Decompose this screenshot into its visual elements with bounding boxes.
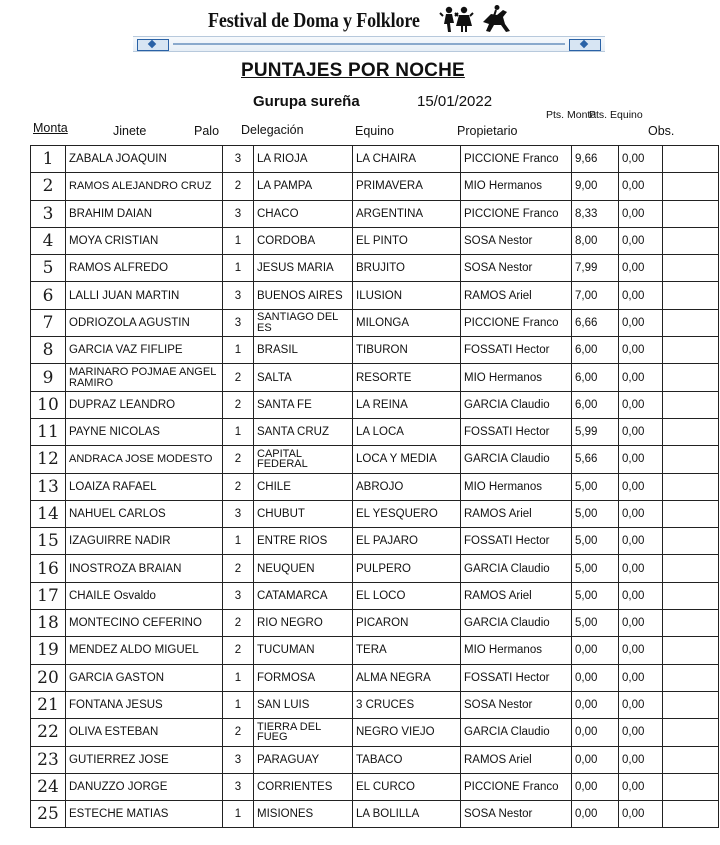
monta-number: 8	[31, 337, 66, 364]
venue-name: Gurupa sureña	[253, 93, 360, 110]
table-row	[31, 282, 719, 309]
rider-name: MARINARO POJMAE ANGEL RAMIRO	[66, 364, 223, 391]
ornament-right-icon	[569, 39, 601, 51]
pts-monta-value: 0,00	[572, 773, 619, 800]
owner-name: GARCIA Claudio	[461, 446, 572, 473]
delegation-name: CAPITAL FEDERAL	[254, 446, 353, 473]
horse-name: PICARON	[353, 610, 461, 637]
pts-equino-value: 0,00	[619, 391, 663, 418]
palo-number: 1	[223, 255, 254, 282]
table-row	[31, 582, 719, 609]
festival-title: Festival de Doma y Folklore	[208, 8, 420, 32]
pts-equino-value: 0,00	[619, 364, 663, 391]
horse-name: TABACO	[353, 746, 461, 773]
owner-name: SOSA Nestor	[461, 227, 572, 254]
obs-cell	[663, 309, 719, 336]
palo-number: 2	[223, 555, 254, 582]
col-header-palo: Palo	[194, 124, 220, 138]
col-header-monta: Monta	[33, 121, 68, 135]
pts-equino-value: 0,00	[619, 146, 663, 173]
table-row	[31, 746, 719, 773]
horse-name: ALMA NEGRA	[353, 664, 461, 691]
obs-cell	[663, 173, 719, 200]
rider-name: BRAHIM DAIAN	[66, 200, 223, 227]
palo-number: 1	[223, 337, 254, 364]
palo-number: 3	[223, 500, 254, 527]
horse-name: BRUJITO	[353, 255, 461, 282]
rider-name: GARCIA GASTON	[66, 664, 223, 691]
delegation-name: TUCUMAN	[254, 637, 353, 664]
pts-monta-value: 5,00	[572, 473, 619, 500]
obs-cell	[663, 418, 719, 445]
owner-name: MIO Hermanos	[461, 364, 572, 391]
obs-cell	[663, 582, 719, 609]
horse-name: 3 CRUCES	[353, 691, 461, 718]
palo-number: 3	[223, 582, 254, 609]
obs-cell	[663, 610, 719, 637]
delegation-name: TIERRA DEL FUEG	[254, 719, 353, 746]
monta-number: 7	[31, 309, 66, 336]
monta-number: 24	[31, 773, 66, 800]
pts-equino-value: 0,00	[619, 309, 663, 336]
pts-monta-value: 0,00	[572, 664, 619, 691]
rider-name: INOSTROZA BRAIAN	[66, 555, 223, 582]
owner-name: FOSSATI Hector	[461, 418, 572, 445]
col-header-pts-monta: Pts. Monta	[546, 109, 597, 121]
rider-name: GUTIERREZ JOSE	[66, 746, 223, 773]
pts-monta-value: 5,00	[572, 610, 619, 637]
pts-monta-value: 0,00	[572, 637, 619, 664]
monta-number: 6	[31, 282, 66, 309]
horse-name: LA BOLILLA	[353, 801, 461, 828]
rider-name: DUPRAZ LEANDRO	[66, 391, 223, 418]
monta-number: 4	[31, 227, 66, 254]
monta-number: 1	[31, 146, 66, 173]
pts-monta-value: 0,00	[572, 691, 619, 718]
owner-name: PICCIONE Franco	[461, 773, 572, 800]
table-row	[31, 664, 719, 691]
obs-cell	[663, 282, 719, 309]
monta-number: 17	[31, 582, 66, 609]
delegation-name: PARAGUAY	[254, 746, 353, 773]
ornament-left-icon	[137, 39, 169, 51]
palo-number: 2	[223, 391, 254, 418]
table-row	[31, 773, 719, 800]
ornament-line	[173, 43, 565, 45]
horse-name: PRIMAVERA	[353, 173, 461, 200]
pts-equino-value: 0,00	[619, 255, 663, 282]
horse-name: LA CHAIRA	[353, 146, 461, 173]
obs-cell	[663, 528, 719, 555]
palo-number: 2	[223, 610, 254, 637]
rider-name: MONTECINO CEFERINO	[66, 610, 223, 637]
pts-equino-value: 0,00	[619, 446, 663, 473]
col-header-propietario: Propietario	[457, 124, 518, 138]
pts-monta-value: 5,00	[572, 555, 619, 582]
monta-number: 5	[31, 255, 66, 282]
pts-equino-value: 0,00	[619, 637, 663, 664]
table-row	[31, 473, 719, 500]
decorative-band	[133, 36, 605, 52]
pts-monta-value: 5,00	[572, 528, 619, 555]
horse-name: ABROJO	[353, 473, 461, 500]
palo-number: 1	[223, 227, 254, 254]
rider-name: NAHUEL CARLOS	[66, 500, 223, 527]
pts-equino-value: 0,00	[619, 610, 663, 637]
delegation-name: CHUBUT	[254, 500, 353, 527]
horse-name: LOCA Y MEDIA	[353, 446, 461, 473]
rider-name: RAMOS ALFREDO	[66, 255, 223, 282]
monta-number: 18	[31, 610, 66, 637]
rider-name: ZABALA JOAQUIN	[66, 146, 223, 173]
delegation-name: ENTRE RIOS	[254, 528, 353, 555]
palo-number: 3	[223, 746, 254, 773]
rider-name: ANDRACA JOSE MODESTO	[66, 446, 223, 473]
owner-name: PICCIONE Franco	[461, 200, 572, 227]
obs-cell	[663, 364, 719, 391]
owner-name: SOSA Nestor	[461, 255, 572, 282]
palo-number: 1	[223, 528, 254, 555]
pts-monta-value: 5,00	[572, 500, 619, 527]
monta-number: 13	[31, 473, 66, 500]
pts-monta-value: 6,00	[572, 337, 619, 364]
monta-number: 19	[31, 637, 66, 664]
delegation-name: CORDOBA	[254, 227, 353, 254]
col-header-pts-equino: Pts. Equino	[589, 109, 643, 121]
horse-name: ARGENTINA	[353, 200, 461, 227]
pts-equino-value: 0,00	[619, 200, 663, 227]
obs-cell	[663, 473, 719, 500]
palo-number: 1	[223, 664, 254, 691]
monta-number: 11	[31, 418, 66, 445]
owner-name: SOSA Nestor	[461, 801, 572, 828]
table-row	[31, 255, 719, 282]
delegation-name: SANTA FE	[254, 391, 353, 418]
owner-name: RAMOS Ariel	[461, 282, 572, 309]
rider-name: ESTECHE MATIAS	[66, 801, 223, 828]
pts-equino-value: 0,00	[619, 555, 663, 582]
rider-name: MENDEZ ALDO MIGUEL	[66, 637, 223, 664]
palo-number: 3	[223, 146, 254, 173]
owner-name: FOSSATI Hector	[461, 337, 572, 364]
pts-monta-value: 8,00	[572, 227, 619, 254]
owner-name: MIO Hermanos	[461, 637, 572, 664]
delegation-name: SALTA	[254, 364, 353, 391]
palo-number: 2	[223, 364, 254, 391]
obs-cell	[663, 500, 719, 527]
palo-number: 1	[223, 418, 254, 445]
obs-cell	[663, 637, 719, 664]
pts-monta-value: 5,99	[572, 418, 619, 445]
pts-monta-value: 8,33	[572, 200, 619, 227]
monta-number: 22	[31, 719, 66, 746]
palo-number: 2	[223, 473, 254, 500]
pts-equino-value: 0,00	[619, 773, 663, 800]
obs-cell	[663, 446, 719, 473]
monta-number: 16	[31, 555, 66, 582]
monta-number: 23	[31, 746, 66, 773]
palo-number: 2	[223, 719, 254, 746]
palo-number: 2	[223, 637, 254, 664]
obs-cell	[663, 391, 719, 418]
owner-name: RAMOS Ariel	[461, 500, 572, 527]
table-row	[31, 637, 719, 664]
owner-name: FOSSATI Hector	[461, 664, 572, 691]
owner-name: RAMOS Ariel	[461, 746, 572, 773]
pts-monta-value: 0,00	[572, 719, 619, 746]
rider-name: MOYA CRISTIAN	[66, 227, 223, 254]
monta-number: 2	[31, 173, 66, 200]
delegation-name: SANTA CRUZ	[254, 418, 353, 445]
monta-number: 20	[31, 664, 66, 691]
rider-name: DANUZZO JORGE	[66, 773, 223, 800]
rider-name: PAYNE NICOLAS	[66, 418, 223, 445]
palo-number: 2	[223, 173, 254, 200]
obs-cell	[663, 691, 719, 718]
owner-name: MIO Hermanos	[461, 473, 572, 500]
pts-monta-value: 9,66	[572, 146, 619, 173]
delegation-name: JESUS MARIA	[254, 255, 353, 282]
pts-equino-value: 0,00	[619, 664, 663, 691]
table-row	[31, 446, 719, 473]
delegation-name: CHILE	[254, 473, 353, 500]
palo-number: 3	[223, 282, 254, 309]
delegation-name: SANTIAGO DEL ES	[254, 309, 353, 336]
rider-name: CHAILE Osvaldo	[66, 582, 223, 609]
table-row	[31, 391, 719, 418]
monta-number: 25	[31, 801, 66, 828]
pts-equino-value: 0,00	[619, 337, 663, 364]
pts-equino-value: 0,00	[619, 418, 663, 445]
pts-equino-value: 0,00	[619, 691, 663, 718]
horse-name: LA LOCA	[353, 418, 461, 445]
horse-name: TERA	[353, 637, 461, 664]
table-row	[31, 227, 719, 254]
col-header-jinete: Jinete	[113, 124, 147, 138]
owner-name: FOSSATI Hector	[461, 528, 572, 555]
obs-cell	[663, 773, 719, 800]
palo-number: 3	[223, 309, 254, 336]
table-row	[31, 418, 719, 445]
horse-name: EL YESQUERO	[353, 500, 461, 527]
delegation-name: LA RIOJA	[254, 146, 353, 173]
owner-name: GARCIA Claudio	[461, 610, 572, 637]
pts-monta-value: 5,00	[572, 582, 619, 609]
owner-name: PICCIONE Franco	[461, 146, 572, 173]
pts-monta-value: 6,00	[572, 391, 619, 418]
pts-equino-value: 0,00	[619, 473, 663, 500]
obs-cell	[663, 555, 719, 582]
delegation-name: LA PAMPA	[254, 173, 353, 200]
scores-table	[30, 145, 719, 828]
col-header-equino: Equino	[355, 124, 394, 138]
owner-name: PICCIONE Franco	[461, 309, 572, 336]
delegation-name: BUENOS AIRES	[254, 282, 353, 309]
pts-equino-value: 0,00	[619, 801, 663, 828]
horse-name: ILUSION	[353, 282, 461, 309]
rider-name: ODRIOZOLA AGUSTIN	[66, 309, 223, 336]
table-row	[31, 691, 719, 718]
pts-equino-value: 0,00	[619, 719, 663, 746]
table-row	[31, 610, 719, 637]
pts-equino-value: 0,00	[619, 528, 663, 555]
pts-monta-value: 0,00	[572, 746, 619, 773]
dancers-and-horse-logo-icon	[437, 4, 515, 34]
monta-number: 15	[31, 528, 66, 555]
delegation-name: MISIONES	[254, 801, 353, 828]
pts-equino-value: 0,00	[619, 582, 663, 609]
owner-name: GARCIA Claudio	[461, 719, 572, 746]
delegation-name: FORMOSA	[254, 664, 353, 691]
obs-cell	[663, 664, 719, 691]
pts-equino-value: 0,00	[619, 173, 663, 200]
pts-monta-value: 5,66	[572, 446, 619, 473]
table-row	[31, 309, 719, 336]
pts-equino-value: 0,00	[619, 227, 663, 254]
horse-name: NEGRO VIEJO	[353, 719, 461, 746]
obs-cell	[663, 801, 719, 828]
delegation-name: CHACO	[254, 200, 353, 227]
delegation-name: NEUQUEN	[254, 555, 353, 582]
scores-table-body	[31, 146, 719, 828]
monta-number: 21	[31, 691, 66, 718]
horse-name: EL PINTO	[353, 227, 461, 254]
pts-equino-value: 0,00	[619, 282, 663, 309]
monta-number: 3	[31, 200, 66, 227]
monta-number: 14	[31, 500, 66, 527]
page-title: PUNTAJES POR NOCHE	[241, 60, 465, 81]
table-row	[31, 719, 719, 746]
delegation-name: BRASIL	[254, 337, 353, 364]
rider-name: GARCIA VAZ FIFLIPE	[66, 337, 223, 364]
rider-name: LALLI JUAN MARTIN	[66, 282, 223, 309]
owner-name: GARCIA Claudio	[461, 391, 572, 418]
palo-number: 1	[223, 691, 254, 718]
table-row	[31, 500, 719, 527]
obs-cell	[663, 719, 719, 746]
palo-number: 3	[223, 773, 254, 800]
col-header-delegacion: Delegación	[241, 123, 304, 137]
table-row	[31, 146, 719, 173]
monta-number: 12	[31, 446, 66, 473]
table-row	[31, 801, 719, 828]
horse-name: MILONGA	[353, 309, 461, 336]
pts-monta-value: 6,00	[572, 364, 619, 391]
delegation-name: CATAMARCA	[254, 582, 353, 609]
obs-cell	[663, 746, 719, 773]
delegation-name: CORRIENTES	[254, 773, 353, 800]
owner-name: SOSA Nestor	[461, 691, 572, 718]
horse-name: RESORTE	[353, 364, 461, 391]
obs-cell	[663, 337, 719, 364]
obs-cell	[663, 200, 719, 227]
horse-name: EL CURCO	[353, 773, 461, 800]
pts-equino-value: 0,00	[619, 500, 663, 527]
obs-cell	[663, 227, 719, 254]
col-header-obs: Obs.	[648, 124, 675, 138]
owner-name: GARCIA Claudio	[461, 555, 572, 582]
monta-number: 9	[31, 364, 66, 391]
pts-monta-value: 0,00	[572, 801, 619, 828]
palo-number: 2	[223, 446, 254, 473]
event-date: 15/01/2022	[417, 93, 493, 110]
table-row	[31, 555, 719, 582]
rider-name: RAMOS ALEJANDRO CRUZ	[66, 173, 223, 200]
owner-name: MIO Hermanos	[461, 173, 572, 200]
obs-cell	[663, 146, 719, 173]
rider-name: LOAIZA RAFAEL	[66, 473, 223, 500]
horse-name: EL PAJARO	[353, 528, 461, 555]
pts-monta-value: 7,00	[572, 282, 619, 309]
table-row	[31, 173, 719, 200]
pts-monta-value: 7,99	[572, 255, 619, 282]
horse-name: LA REINA	[353, 391, 461, 418]
obs-cell	[663, 255, 719, 282]
table-row	[31, 528, 719, 555]
pts-equino-value: 0,00	[619, 746, 663, 773]
horse-name: EL LOCO	[353, 582, 461, 609]
rider-name: IZAGUIRRE NADIR	[66, 528, 223, 555]
pts-monta-value: 9,00	[572, 173, 619, 200]
rider-name: FONTANA JESUS	[66, 691, 223, 718]
owner-name: RAMOS Ariel	[461, 582, 572, 609]
monta-number: 10	[31, 391, 66, 418]
delegation-name: SAN LUIS	[254, 691, 353, 718]
pts-monta-value: 6,66	[572, 309, 619, 336]
table-row	[31, 364, 719, 391]
palo-number: 3	[223, 200, 254, 227]
palo-number: 1	[223, 801, 254, 828]
table-row	[31, 337, 719, 364]
rider-name: OLIVA ESTEBAN	[66, 719, 223, 746]
table-row	[31, 200, 719, 227]
horse-name: TIBURON	[353, 337, 461, 364]
delegation-name: RIO NEGRO	[254, 610, 353, 637]
horse-name: PULPERO	[353, 555, 461, 582]
